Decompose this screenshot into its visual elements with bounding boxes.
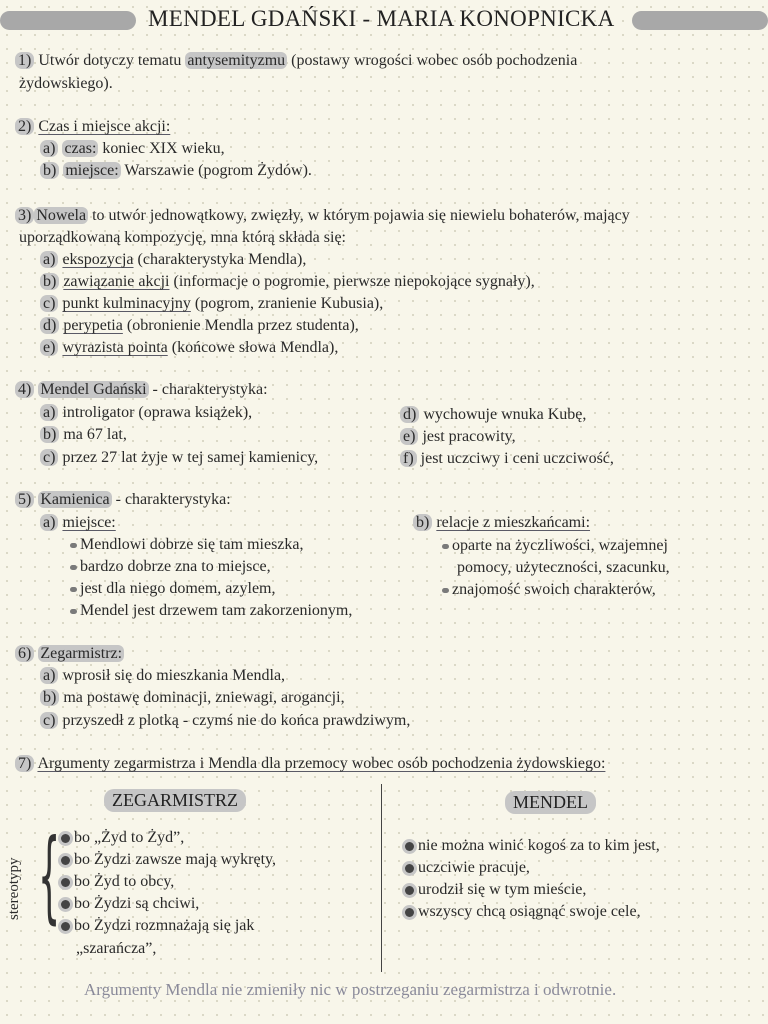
bullet-text: bardzo dobrze zna to miejsce, bbox=[80, 558, 271, 575]
bullet-dot-icon bbox=[405, 886, 414, 895]
zegarmistrz-argument-3 bbox=[58, 871, 174, 893]
item-marker: b) bbox=[40, 162, 59, 179]
item-text: (informacje o pogromie, pierwsze niepokojące sygnały), bbox=[173, 273, 535, 290]
mendel-argument-1 bbox=[402, 835, 660, 857]
item-marker: e) bbox=[400, 428, 418, 445]
item-marker: a) bbox=[40, 404, 58, 421]
section-6-number: 6) bbox=[15, 645, 34, 662]
item-marker: b) bbox=[40, 426, 59, 443]
item-marker: c) bbox=[40, 712, 58, 729]
section-5-b-bullet-1-cont: pomocy, użyteczności, szacunku, bbox=[457, 559, 670, 576]
bullet-text: jest dla niego domem, azylem, bbox=[80, 580, 276, 597]
section-2-item-a bbox=[40, 138, 225, 160]
dash-bullet-icon bbox=[70, 587, 77, 592]
section-5-a-bullet-2 bbox=[70, 556, 271, 578]
section-3-item-c bbox=[40, 293, 383, 315]
title-bar-right bbox=[632, 11, 768, 30]
item-marker: b) bbox=[413, 514, 432, 531]
argument-text: bo Żydzi są chciwi, bbox=[74, 895, 200, 912]
section-1-number: 1) bbox=[15, 52, 34, 69]
item-label: miejsce: bbox=[65, 162, 119, 179]
section-4-item-f bbox=[400, 448, 614, 470]
item-label: miejsce: bbox=[62, 514, 116, 531]
section-1-line1 bbox=[15, 50, 577, 72]
zegarmistrz-column-title: ZEGARMISTRZ bbox=[104, 789, 246, 812]
stereotypy-label: stereotypy bbox=[6, 857, 22, 920]
item-text: jest uczciwy i ceni uczciwość, bbox=[420, 450, 614, 467]
argument-text: bo Żydzi zawsze mają wykręty, bbox=[74, 851, 276, 868]
item-marker: e) bbox=[40, 339, 58, 356]
bullet-dot-icon bbox=[405, 908, 414, 917]
item-marker: d) bbox=[400, 406, 419, 423]
argument-text: urodził się w tym mieście, bbox=[418, 881, 587, 898]
argument-text: wszyscy chcą osiągnąć swoje cele, bbox=[418, 903, 641, 920]
section-4-item-e bbox=[400, 426, 516, 448]
section-7-title: Argumenty zegarmistrza i Mendla dla przemocy wobec osób pochodzenia żydowskiego: bbox=[37, 755, 606, 772]
zegarmistrz-argument-2 bbox=[58, 849, 276, 871]
zegarmistrz-argument-4 bbox=[58, 893, 199, 915]
bullet-dot-icon bbox=[405, 842, 414, 851]
bullet-dot-icon bbox=[61, 922, 70, 931]
bullet-dot-icon bbox=[61, 834, 70, 843]
item-marker: c) bbox=[40, 449, 58, 466]
bullet-dot-icon bbox=[61, 856, 70, 865]
section-5-b-bullet-1 bbox=[442, 535, 668, 557]
curly-brace-icon: { bbox=[38, 817, 61, 934]
section-1-pre: Utwór dotyczy tematu bbox=[38, 52, 182, 69]
section-7-heading bbox=[15, 753, 605, 775]
section-4-item-d bbox=[400, 404, 586, 426]
zegarmistrz-argument-5-cont: „szarańcza”, bbox=[76, 940, 157, 957]
item-text: (końcowe słowa Mendla), bbox=[171, 339, 339, 356]
section-3-item-d bbox=[40, 315, 359, 337]
section-7-number: 7) bbox=[15, 755, 34, 772]
section-5-a-bullet-4 bbox=[70, 600, 352, 622]
item-text: koniec XIX wieku, bbox=[102, 140, 225, 157]
page-title: MENDEL GDAŃSKI - MARIA KONOPNICKA bbox=[148, 6, 615, 31]
argument-text: nie można winić kogoś za to kim jest, bbox=[418, 837, 660, 854]
bullet-text: oparte na życzliwości, wzajemnej bbox=[452, 537, 668, 554]
bullet-text: Mendlowi dobrze się tam mieszka, bbox=[80, 536, 304, 553]
item-term: perypetia bbox=[63, 317, 123, 334]
section-1-term: antysemityzmu bbox=[187, 52, 286, 69]
section-4-item-a bbox=[40, 402, 252, 424]
item-marker: f) bbox=[400, 450, 417, 467]
zegarmistrz-argument-1 bbox=[58, 827, 184, 849]
argument-text: bo Żydzi rozmnażają się jak bbox=[74, 917, 255, 934]
title-bar-left bbox=[0, 11, 136, 30]
item-marker: a) bbox=[40, 140, 58, 157]
item-text: Warszawie (pogrom Żydów). bbox=[124, 162, 312, 179]
item-term: punkt kulminacyjny bbox=[62, 295, 191, 312]
item-text: wprosił się do mieszkania Mendla, bbox=[62, 667, 286, 684]
dash-bullet-icon bbox=[70, 609, 77, 614]
item-text: (pogrom, zranienie Kubusia), bbox=[194, 295, 384, 312]
mendel-argument-3 bbox=[402, 879, 586, 901]
argument-text: bo Żyd to obcy, bbox=[74, 873, 175, 890]
item-text: przez 27 lat żyje w tej samej kamienicy, bbox=[62, 449, 319, 466]
item-term: wyrazista pointa bbox=[62, 339, 168, 356]
bullet-dot-icon bbox=[61, 900, 70, 909]
section-4-rest: - charakterystyka: bbox=[152, 381, 268, 398]
bullet-text: znajomość swoich charakterów, bbox=[452, 581, 656, 598]
item-marker: b) bbox=[40, 273, 59, 290]
item-text: jest pracowity, bbox=[422, 428, 516, 445]
section-2-heading bbox=[15, 116, 170, 138]
section-3-item-b bbox=[40, 271, 535, 293]
dash-bullet-icon bbox=[70, 543, 77, 548]
item-term: zawiązanie akcji bbox=[63, 273, 170, 290]
section-4-heading bbox=[15, 379, 268, 401]
section-4-item-c bbox=[40, 447, 318, 469]
item-text: przyszedł z plotką - czymś nie do końca prawdziwym, bbox=[62, 712, 411, 729]
section-5-rest: - charakterystyka: bbox=[115, 491, 231, 508]
argument-text: bo „Żyd to Żyd”, bbox=[74, 829, 185, 846]
item-label: czas: bbox=[64, 140, 97, 157]
section-2-item-b bbox=[40, 160, 312, 182]
section-2-title: Czas i miejsce akcji: bbox=[38, 118, 171, 135]
section-5-item-b bbox=[413, 512, 590, 534]
item-label: relacje z mieszkańcami: bbox=[436, 514, 591, 531]
item-text: (obronienie Mendla przez studenta), bbox=[126, 317, 359, 334]
section-4-number: 4) bbox=[15, 381, 34, 398]
item-text: (charakterystyka Mendla), bbox=[137, 251, 307, 268]
item-marker: c) bbox=[40, 295, 58, 312]
mendel-argument-4 bbox=[402, 901, 641, 923]
section-4-term: Mendel Gdański bbox=[40, 381, 147, 398]
section-5-a-bullet-1 bbox=[70, 534, 304, 556]
column-divider bbox=[381, 784, 382, 972]
item-marker: d) bbox=[40, 317, 59, 334]
footer-note: Argumenty Mendla nie zmieniły nic w postrzeganiu zegarmistrza i odwrotnie. bbox=[84, 980, 617, 999]
section-5-number: 5) bbox=[15, 491, 34, 508]
mendel-argument-2 bbox=[402, 857, 530, 879]
item-text: ma 67 lat, bbox=[63, 426, 127, 443]
item-marker: a) bbox=[40, 251, 58, 268]
section-4-item-b bbox=[40, 424, 127, 446]
dash-bullet-icon bbox=[442, 544, 449, 549]
mendel-column-title: MENDEL bbox=[505, 791, 596, 814]
section-5-heading bbox=[15, 489, 231, 511]
zegarmistrz-argument-5 bbox=[58, 915, 254, 937]
item-text: introligator (oprawa książek), bbox=[62, 404, 253, 421]
bullet-dot-icon bbox=[405, 864, 414, 873]
section-3-item-a bbox=[40, 249, 306, 271]
section-3-line1 bbox=[15, 205, 630, 227]
dash-bullet-icon bbox=[442, 588, 449, 593]
section-6-item-b bbox=[40, 687, 345, 709]
argument-text: uczciwie pracuje, bbox=[418, 859, 530, 876]
item-term: ekspozycja bbox=[62, 251, 134, 268]
section-2-number: 2) bbox=[15, 118, 34, 135]
section-6-item-c bbox=[40, 710, 410, 732]
item-marker: a) bbox=[40, 667, 58, 684]
section-5-term: Kamienica bbox=[40, 491, 110, 508]
section-3-term: Nowela bbox=[36, 207, 87, 224]
item-text: wychowuje wnuka Kubę, bbox=[423, 406, 587, 423]
item-marker: a) bbox=[40, 514, 58, 531]
section-1-line2: żydowskiego). bbox=[19, 75, 113, 92]
section-5-item-a bbox=[40, 512, 116, 534]
section-3-line2: uporządkowaną kompozycję, mna którą składa się: bbox=[19, 229, 346, 246]
section-6-term: Zegarmistrz: bbox=[40, 645, 123, 662]
section-6-item-a bbox=[40, 665, 285, 687]
section-3-text1: to utwór jednowątkowy, zwięzły, w którym pojawia się niewielu bohaterów, mający bbox=[92, 207, 630, 224]
section-6-heading bbox=[15, 643, 124, 665]
bullet-dot-icon bbox=[61, 878, 70, 887]
section-5-b-bullet-2 bbox=[442, 579, 656, 601]
dash-bullet-icon bbox=[70, 565, 77, 570]
section-3-number: 3) bbox=[15, 207, 34, 224]
item-text: ma postawę dominacji, zniewagi, arogancji, bbox=[63, 689, 345, 706]
bullet-text: Mendel jest drzewem tam zakorzenionym, bbox=[80, 602, 353, 619]
item-marker: b) bbox=[40, 689, 59, 706]
section-1-post: (postawy wrogości wobec osób pochodzenia bbox=[291, 52, 578, 69]
section-5-a-bullet-3 bbox=[70, 578, 276, 600]
section-3-item-e bbox=[40, 337, 338, 359]
